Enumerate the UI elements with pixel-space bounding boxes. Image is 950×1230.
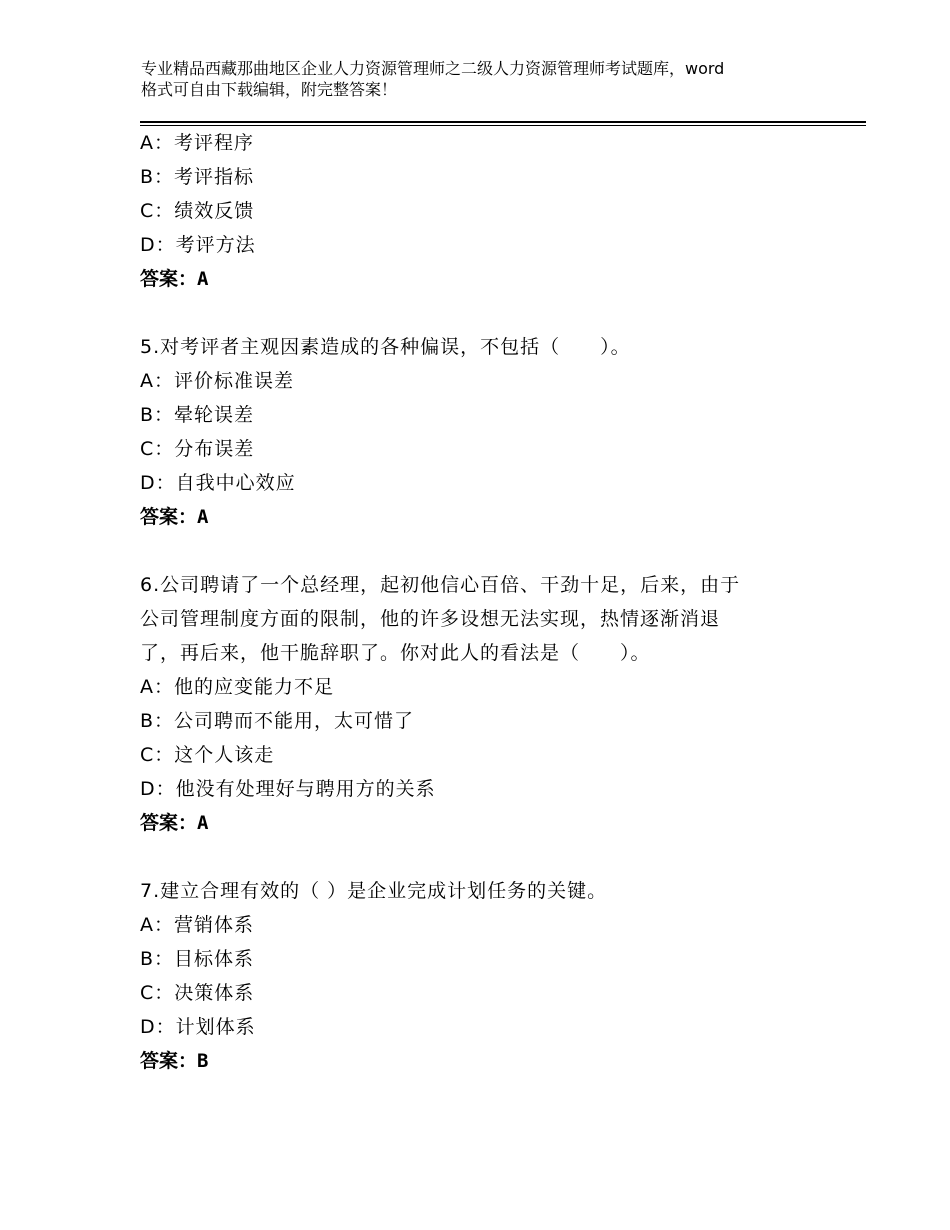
option-c: C：绩效反馈 <box>140 200 255 222</box>
option-b: B：考评指标 <box>140 166 255 188</box>
answer-label: 答案： <box>140 1050 198 1072</box>
question-text-line-1: 6.公司聘请了一个总经理，起初他信心百倍、干劲十足，后来，由于 <box>140 574 741 596</box>
answer-line <box>140 500 840 534</box>
option-b: B：晕轮误差 <box>140 404 255 426</box>
option-a: A：营销体系 <box>140 914 254 936</box>
answer-value: A <box>197 268 209 290</box>
option-c: C：这个人该走 <box>140 744 275 766</box>
option-d: D：他没有处理好与聘用方的关系 <box>140 778 436 800</box>
option-a: A：评价标准误差 <box>140 370 294 392</box>
question-block-6 <box>140 568 840 840</box>
document-header <box>141 58 841 100</box>
question-block-5 <box>140 330 840 534</box>
answer-value: A <box>197 506 209 528</box>
spacer <box>140 296 840 330</box>
answer-line <box>140 806 840 840</box>
question-text: 5.对考评者主观因素造成的各种偏误，不包括（ ）。 <box>140 336 631 358</box>
header-rule-thick <box>140 121 866 123</box>
option-c: C：分布误差 <box>140 438 255 460</box>
option-d: D：计划体系 <box>140 1016 256 1038</box>
header-line-2: 格式可自由下载编辑，附完整答案！ <box>141 80 398 99</box>
spacer <box>140 840 840 874</box>
answer-value: B <box>197 1050 209 1072</box>
answer-value: A <box>197 812 209 834</box>
option-d: D：考评方法 <box>140 234 256 256</box>
option-b: B：目标体系 <box>140 948 255 970</box>
option-b: B：公司聘而不能用，太可惜了 <box>140 710 415 732</box>
question-text-line-2: 公司管理制度方面的限制，他的许多设想无法实现，热情逐渐消退 <box>140 608 721 630</box>
question-block-7 <box>140 874 840 1078</box>
option-a: A：他的应变能力不足 <box>140 676 334 698</box>
answer-line <box>140 1044 840 1078</box>
header-line-1: 专业精品西藏那曲地区企业人力资源管理师之二级人力资源管理师考试题库，word <box>141 59 725 78</box>
answer-label: 答案： <box>140 268 198 290</box>
answer-label: 答案： <box>140 506 198 528</box>
option-c: C：决策体系 <box>140 982 255 1004</box>
question-block-0 <box>140 126 840 296</box>
option-d: D：自我中心效应 <box>140 472 296 494</box>
question-text-line-3: 了，再后来，他干脆辞职了。你对此人的看法是（ ）。 <box>140 642 651 664</box>
option-a: A：考评程序 <box>140 132 254 154</box>
answer-label: 答案： <box>140 812 198 834</box>
question-list <box>140 126 840 1078</box>
question-text: 7.建立合理有效的（ ）是企业完成计划任务的关键。 <box>140 880 608 902</box>
spacer <box>140 534 840 568</box>
answer-line <box>140 262 840 296</box>
